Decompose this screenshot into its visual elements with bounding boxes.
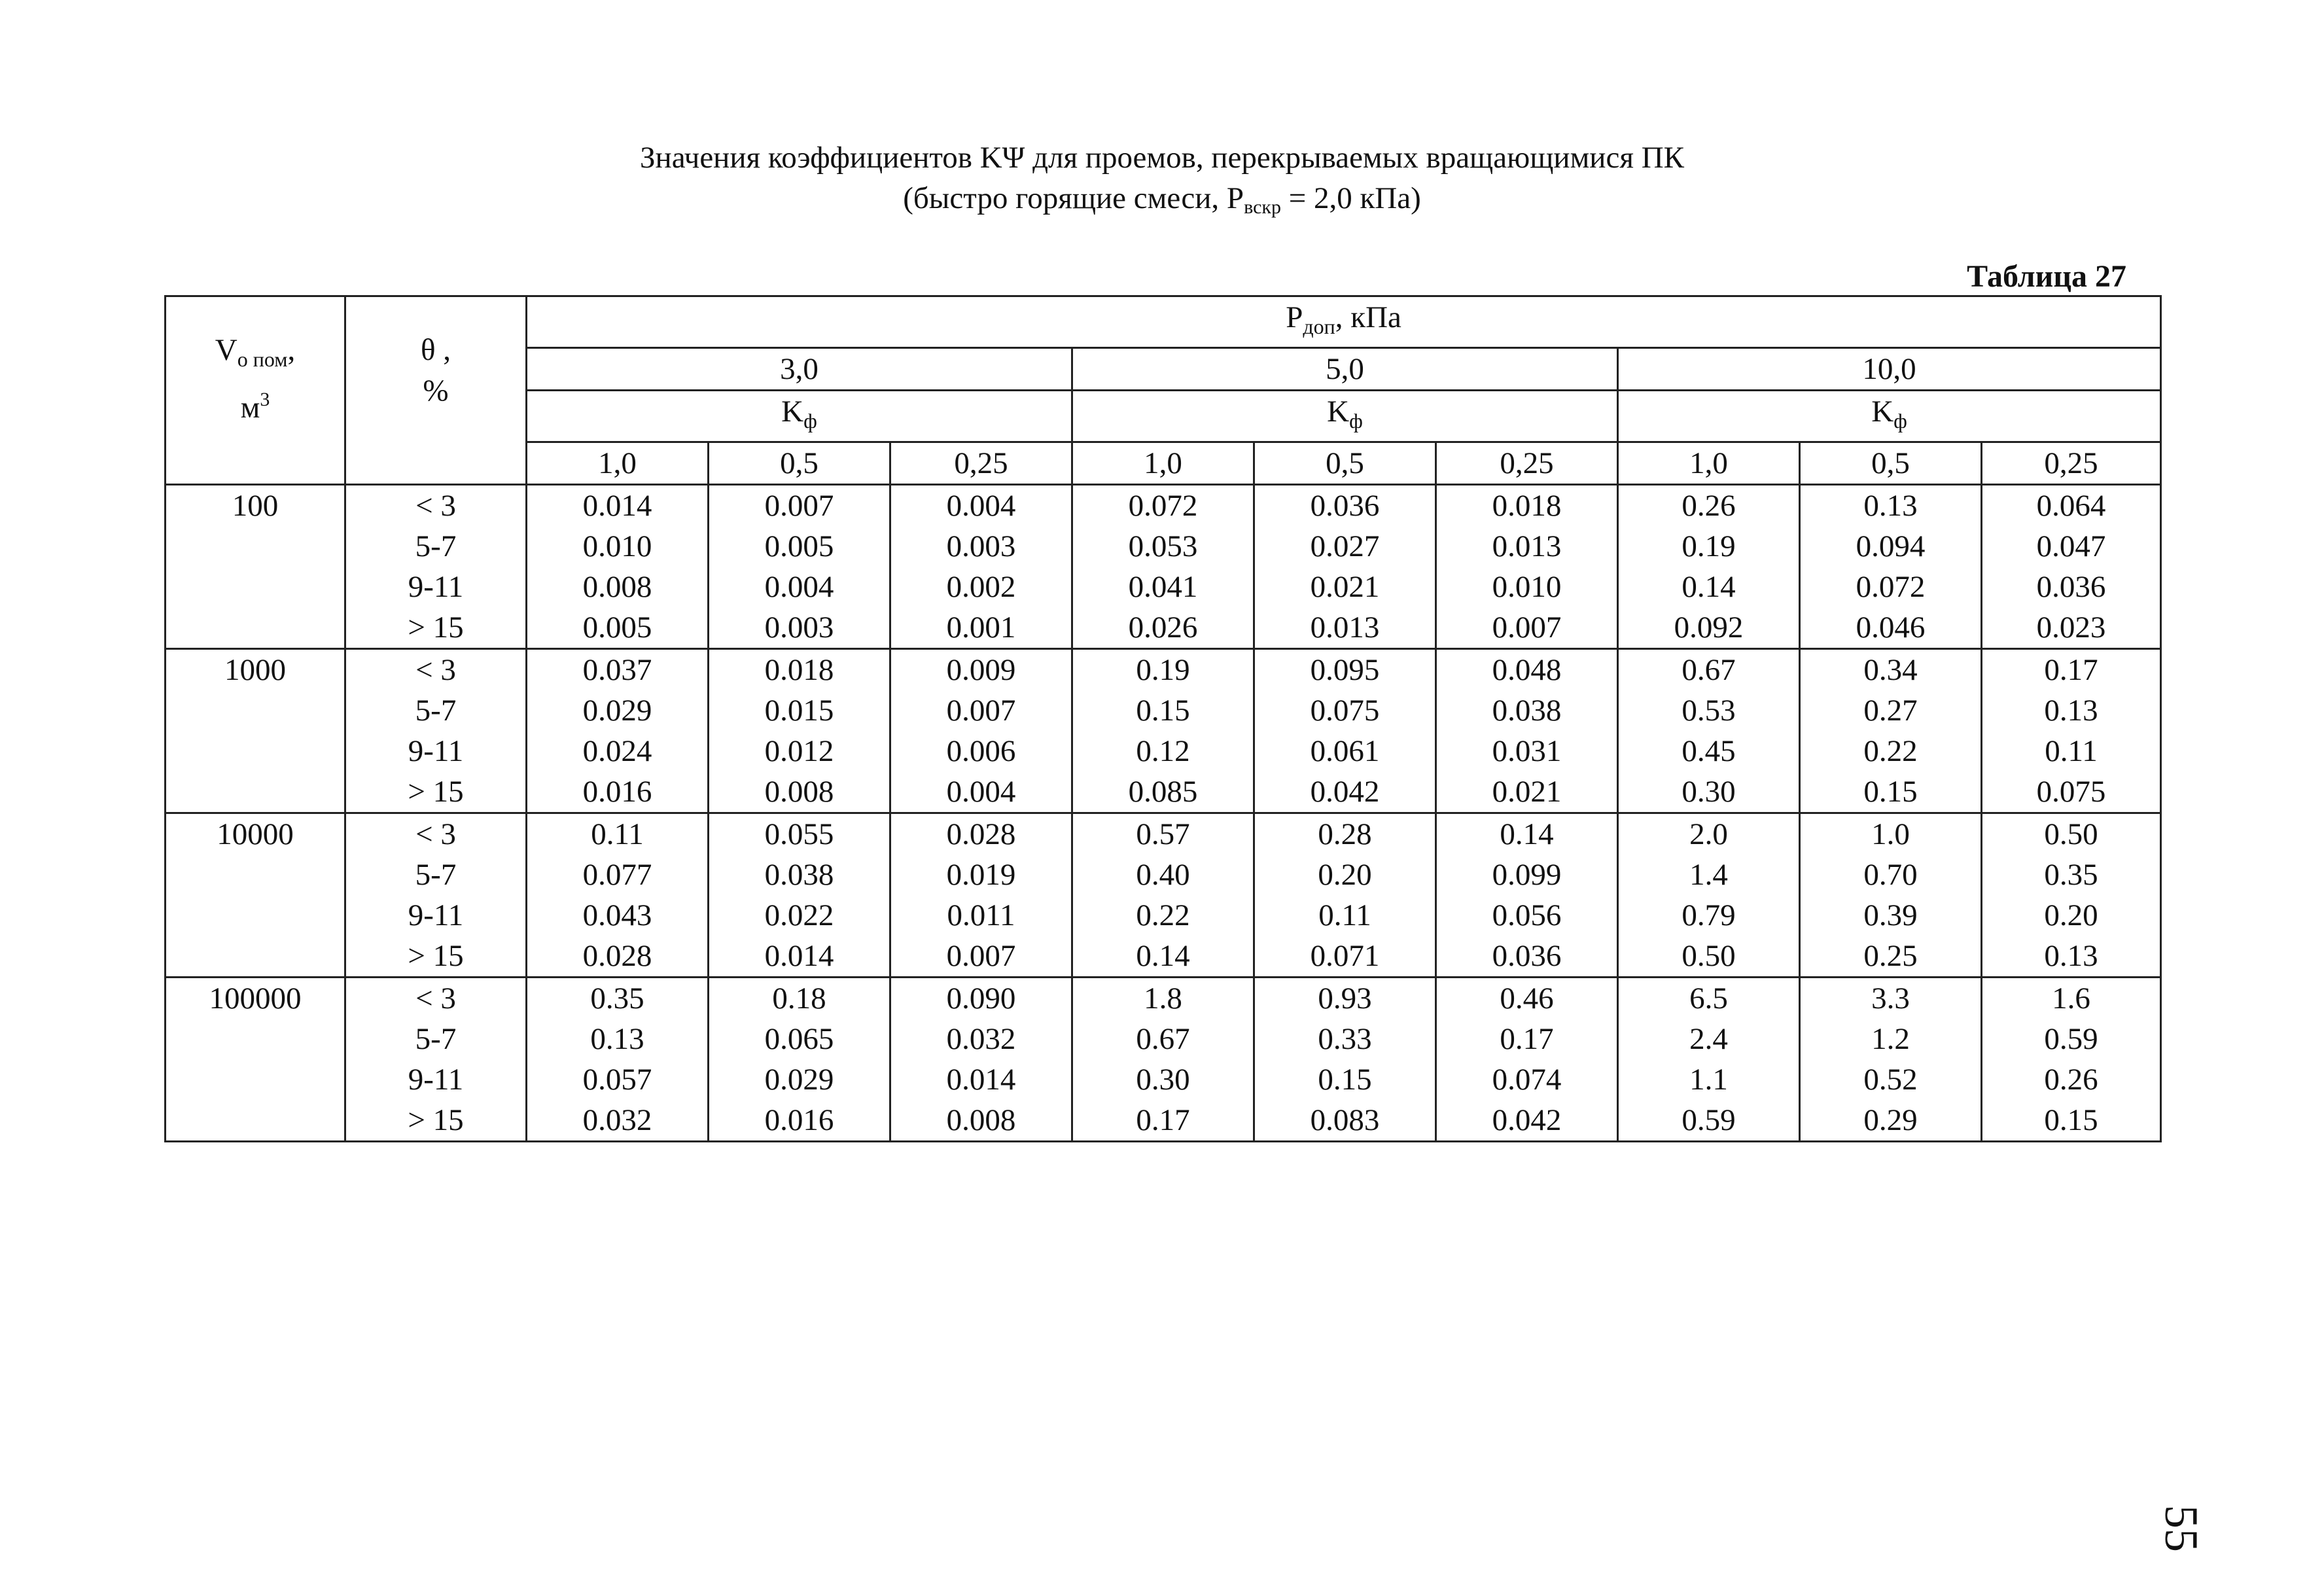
coefficient-cell: 0.085 (1072, 771, 1254, 813)
theta-cell: > 15 (345, 771, 527, 813)
page-number: 55 (2155, 1505, 2208, 1552)
coefficient-cell: 0.021 (1436, 771, 1618, 813)
coefficient-cell: 0.14 (1072, 936, 1254, 978)
volume-cell: 10000 (166, 813, 345, 978)
coefficient-cell: 0.35 (1982, 855, 2161, 895)
coefficient-cell: 0.59 (1982, 1019, 2161, 1059)
k-header-1 (527, 391, 1072, 442)
theta-cell: 9-11 (345, 731, 527, 771)
coefficient-cell: 0.022 (709, 895, 890, 936)
table-row (166, 771, 2161, 813)
coefficient-cell: 0.003 (890, 526, 1072, 567)
coefficient-cell: 0.67 (1072, 1019, 1254, 1059)
coefficient-cell: 0.003 (709, 607, 890, 649)
coefficient-cell: 0.083 (1254, 1100, 1436, 1142)
coefficient-cell: 0.010 (1436, 567, 1618, 607)
coefficient-cell: 0.013 (1254, 607, 1436, 649)
coefficient-cell: 0.024 (527, 731, 709, 771)
coefficient-cell: 0.016 (527, 771, 709, 813)
coefficient-cell: 0.13 (527, 1019, 709, 1059)
coefficient-cell: 0.004 (709, 567, 890, 607)
coefficient-cell: 0.28 (1254, 813, 1436, 855)
volume-cell: 100 (166, 485, 345, 649)
coefficient-cell: 0.22 (1072, 895, 1254, 936)
coefficient-cell: 1.6 (1982, 978, 2161, 1019)
caption-line-2 (0, 178, 2324, 228)
kf-value: 0,5 (1254, 442, 1436, 485)
table-row (166, 978, 2161, 1019)
coefficient-cell: 0.15 (1254, 1059, 1436, 1100)
volume-cell: 100000 (166, 978, 345, 1142)
coefficient-cell: 0.79 (1618, 895, 1800, 936)
coefficient-cell: 0.004 (890, 485, 1072, 527)
pressure-value-5: 5,0 (1072, 348, 1618, 391)
coefficient-cell: 0.34 (1800, 649, 1982, 691)
coefficient-cell: 2.4 (1618, 1019, 1800, 1059)
caption-line-2-prefix: (быстро горящие смеси, P (903, 181, 1244, 215)
coefficient-cell: 0.023 (1982, 607, 2161, 649)
coefficient-cell: 0.11 (1982, 731, 2161, 771)
kf-value: 0,25 (1436, 442, 1618, 485)
header-volume (166, 296, 345, 485)
pressure-subscript: доп (1303, 315, 1335, 338)
coefficient-cell: 1.4 (1618, 855, 1800, 895)
table-row (166, 855, 2161, 895)
table-row (166, 1019, 2161, 1059)
coefficient-cell: 3.3 (1800, 978, 1982, 1019)
coefficient-cell: 0.001 (890, 607, 1072, 649)
coefficient-cell: 0.93 (1254, 978, 1436, 1019)
coefficient-cell: 0.19 (1618, 526, 1800, 567)
coefficient-cell: 0.026 (1072, 607, 1254, 649)
theta-cell: 9-11 (345, 1059, 527, 1100)
coefficient-cell: 0.036 (1254, 485, 1436, 527)
theta-cell: 5-7 (345, 855, 527, 895)
k-symbol: K (1327, 395, 1350, 429)
coefficient-cell: 0.008 (709, 771, 890, 813)
theta-cell: > 15 (345, 1100, 527, 1142)
coefficient-cell: 0.053 (1072, 526, 1254, 567)
caption-line-1: Значения коэффициентов KΨ для проемов, перекрываемых вращающимися ПК (640, 141, 1684, 175)
coefficient-cell: 0.59 (1618, 1100, 1800, 1142)
coefficient-cell: 0.042 (1254, 771, 1436, 813)
coefficient-cell: 0.35 (527, 978, 709, 1019)
coefficient-cell: 1.8 (1072, 978, 1254, 1019)
table-row (166, 690, 2161, 731)
coefficient-cell: 0.26 (1618, 485, 1800, 527)
table-row (166, 607, 2161, 649)
coefficient-cell: 0.14 (1436, 813, 1618, 855)
k-symbol: K (1871, 395, 1894, 429)
table-row (166, 1059, 2161, 1100)
theta-cell: < 3 (345, 649, 527, 691)
coefficient-cell: 0.50 (1982, 813, 2161, 855)
coefficient-cell: 0.077 (527, 855, 709, 895)
coefficient-cell: 0.042 (1436, 1100, 1618, 1142)
coefficient-cell: 6.5 (1618, 978, 1800, 1019)
coefficient-cell: 0.072 (1800, 567, 1982, 607)
table-row (166, 936, 2161, 978)
coefficient-cell: 0.012 (709, 731, 890, 771)
k-subscript: ф (1893, 409, 1907, 432)
theta-symbol: θ , (420, 333, 451, 367)
theta-cell: > 15 (345, 607, 527, 649)
table-row (166, 485, 2161, 527)
coefficient-cell: 0.028 (890, 813, 1072, 855)
k-header-2 (1072, 391, 1618, 442)
coefficient-cell: 0.50 (1618, 936, 1800, 978)
coefficient-cell: 0.019 (890, 855, 1072, 895)
coefficient-cell: 0.014 (527, 485, 709, 527)
volume-subscript: о пом (237, 347, 288, 371)
coefficient-cell: 0.12 (1072, 731, 1254, 771)
kf-value: 1,0 (1072, 442, 1254, 485)
coefficients-table (164, 295, 2162, 1142)
coefficient-cell: 0.18 (709, 978, 890, 1019)
coefficient-cell: 0.072 (1072, 485, 1254, 527)
coefficient-cell: 0.031 (1436, 731, 1618, 771)
coefficient-cell: 0.15 (1072, 690, 1254, 731)
coefficient-cell: 0.036 (1436, 936, 1618, 978)
coefficient-cell: 0.46 (1436, 978, 1618, 1019)
kf-value: 0,5 (1800, 442, 1982, 485)
coefficient-cell: 0.036 (1982, 567, 2161, 607)
coefficient-cell: 0.010 (527, 526, 709, 567)
kf-value: 0,25 (1982, 442, 2161, 485)
coefficient-cell: 0.30 (1618, 771, 1800, 813)
coefficient-cell: 0.038 (1436, 690, 1618, 731)
coefficient-cell: 0.009 (890, 649, 1072, 691)
coefficient-cell: 0.057 (527, 1059, 709, 1100)
coefficient-cell: 0.064 (1982, 485, 2161, 527)
coefficient-cell: 0.029 (709, 1059, 890, 1100)
coefficient-cell: 0.15 (1800, 771, 1982, 813)
coefficient-cell: 0.075 (1254, 690, 1436, 731)
volume-unit-superscript: 3 (260, 389, 270, 410)
kf-value: 0,25 (890, 442, 1072, 485)
coefficient-cell: 0.047 (1982, 526, 2161, 567)
coefficient-cell: 0.004 (890, 771, 1072, 813)
table-caption (0, 137, 2324, 228)
table-row (166, 813, 2161, 855)
coefficient-cell: 0.13 (1982, 936, 2161, 978)
coefficient-cell: 0.065 (709, 1019, 890, 1059)
coefficient-cell: 0.016 (709, 1100, 890, 1142)
coefficient-cell: 1.1 (1618, 1059, 1800, 1100)
k-subscript: ф (1349, 409, 1363, 432)
coefficient-cell: 0.090 (890, 978, 1072, 1019)
coefficient-cell: 0.40 (1072, 855, 1254, 895)
coefficient-cell: 0.13 (1982, 690, 2161, 731)
coefficient-cell: 0.074 (1436, 1059, 1618, 1100)
coefficient-cell: 0.061 (1254, 731, 1436, 771)
coefficient-cell: 0.043 (527, 895, 709, 936)
k-symbol: K (781, 395, 804, 429)
pressure-value-10: 10,0 (1618, 348, 2161, 391)
header-theta (345, 296, 527, 485)
coefficient-cell: 0.14 (1618, 567, 1800, 607)
table-row (166, 567, 2161, 607)
coefficient-cell: 1.0 (1800, 813, 1982, 855)
coefficient-cell: 0.094 (1800, 526, 1982, 567)
coefficient-cell: 0.26 (1982, 1059, 2161, 1100)
volume-cell: 1000 (166, 649, 345, 813)
coefficient-cell: 0.17 (1072, 1100, 1254, 1142)
coefficient-cell: 0.099 (1436, 855, 1618, 895)
coefficient-cell: 0.029 (527, 690, 709, 731)
coefficient-cell: 0.048 (1436, 649, 1618, 691)
coefficient-cell: 0.005 (527, 607, 709, 649)
coefficient-cell: 0.22 (1800, 731, 1982, 771)
coefficient-cell: 0.30 (1072, 1059, 1254, 1100)
pressure-symbol: P (1286, 300, 1303, 334)
caption-line-2-suffix: = 2,0 кПа) (1280, 181, 1421, 215)
table-header (166, 296, 2161, 485)
coefficient-cell: 0.018 (709, 649, 890, 691)
coefficient-cell: 0.013 (1436, 526, 1618, 567)
coefficient-cell: 0.014 (709, 936, 890, 978)
kf-value: 1,0 (1618, 442, 1800, 485)
theta-cell: 9-11 (345, 895, 527, 936)
theta-unit: % (423, 374, 449, 408)
coefficient-cell: 0.041 (1072, 567, 1254, 607)
coefficient-cell: 0.046 (1800, 607, 1982, 649)
coefficient-cell: 0.006 (890, 731, 1072, 771)
coefficient-cell: 0.007 (890, 936, 1072, 978)
theta-cell: 5-7 (345, 690, 527, 731)
coefficient-cell: 2.0 (1618, 813, 1800, 855)
k-subscript: ф (803, 409, 817, 432)
table-row (166, 1100, 2161, 1142)
table-number-label: Таблица 27 (1967, 259, 2126, 294)
coefficient-cell: 0.29 (1800, 1100, 1982, 1142)
coefficient-cell: 0.011 (890, 895, 1072, 936)
coefficient-cell: 0.032 (890, 1019, 1072, 1059)
coefficient-cell: 0.25 (1800, 936, 1982, 978)
coefficient-cell: 0.008 (890, 1100, 1072, 1142)
coefficient-cell: 0.11 (527, 813, 709, 855)
coefficient-cell: 0.071 (1254, 936, 1436, 978)
coefficient-cell: 0.11 (1254, 895, 1436, 936)
coefficient-cell: 0.014 (890, 1059, 1072, 1100)
coefficient-cell: 0.015 (709, 690, 890, 731)
coefficient-cell: 0.70 (1800, 855, 1982, 895)
volume-comma: , (287, 333, 296, 367)
table-row (166, 526, 2161, 567)
coefficient-cell: 0.13 (1800, 485, 1982, 527)
coefficient-cell: 0.038 (709, 855, 890, 895)
coefficient-cell: 0.007 (1436, 607, 1618, 649)
table-row (166, 731, 2161, 771)
coefficient-cell: 0.037 (527, 649, 709, 691)
coefficient-cell: 0.021 (1254, 567, 1436, 607)
coefficient-cell: 0.67 (1618, 649, 1800, 691)
theta-cell: < 3 (345, 813, 527, 855)
coefficient-cell: 0.20 (1254, 855, 1436, 895)
theta-cell: < 3 (345, 485, 527, 527)
header-pressure (527, 296, 2161, 348)
coefficient-cell: 0.056 (1436, 895, 1618, 936)
coefficient-cell: 0.53 (1618, 690, 1800, 731)
coefficient-cell: 0.092 (1618, 607, 1800, 649)
theta-cell: 5-7 (345, 1019, 527, 1059)
coefficient-cell: 0.007 (709, 485, 890, 527)
coefficient-cell: 0.032 (527, 1100, 709, 1142)
theta-cell: < 3 (345, 978, 527, 1019)
kf-value: 1,0 (527, 442, 709, 485)
coefficient-cell: 0.33 (1254, 1019, 1436, 1059)
coefficient-cell: 0.17 (1982, 649, 2161, 691)
coefficient-cell: 0.20 (1982, 895, 2161, 936)
coefficient-cell: 0.002 (890, 567, 1072, 607)
theta-cell: > 15 (345, 936, 527, 978)
pressure-value-3: 3,0 (527, 348, 1072, 391)
volume-unit: м (240, 391, 260, 425)
coefficient-cell: 0.095 (1254, 649, 1436, 691)
coefficient-cell: 1.2 (1800, 1019, 1982, 1059)
coefficient-cell: 0.005 (709, 526, 890, 567)
coefficient-cell: 0.007 (890, 690, 1072, 731)
coefficient-cell: 0.028 (527, 936, 709, 978)
k-header-3 (1618, 391, 2161, 442)
table-row (166, 895, 2161, 936)
coefficient-cell: 0.15 (1982, 1100, 2161, 1142)
volume-symbol: V (215, 333, 238, 367)
theta-cell: 5-7 (345, 526, 527, 567)
header-row-pressure (166, 296, 2161, 348)
kf-value: 0,5 (709, 442, 890, 485)
coefficient-cell: 0.018 (1436, 485, 1618, 527)
coefficient-cell: 0.45 (1618, 731, 1800, 771)
coefficient-cell: 0.27 (1800, 690, 1982, 731)
coefficient-cell: 0.008 (527, 567, 709, 607)
coefficient-cell: 0.19 (1072, 649, 1254, 691)
table-body (166, 485, 2161, 1142)
pressure-unit: , кПа (1335, 300, 1401, 334)
coefficient-cell: 0.027 (1254, 526, 1436, 567)
coefficient-cell: 0.17 (1436, 1019, 1618, 1059)
theta-cell: 9-11 (345, 567, 527, 607)
coefficient-cell: 0.52 (1800, 1059, 1982, 1100)
coefficient-cell: 0.055 (709, 813, 890, 855)
coefficient-cell: 0.075 (1982, 771, 2161, 813)
table-row (166, 649, 2161, 691)
coefficient-cell: 0.57 (1072, 813, 1254, 855)
coefficient-cell: 0.39 (1800, 895, 1982, 936)
caption-line-2-subscript: вскр (1244, 196, 1281, 218)
